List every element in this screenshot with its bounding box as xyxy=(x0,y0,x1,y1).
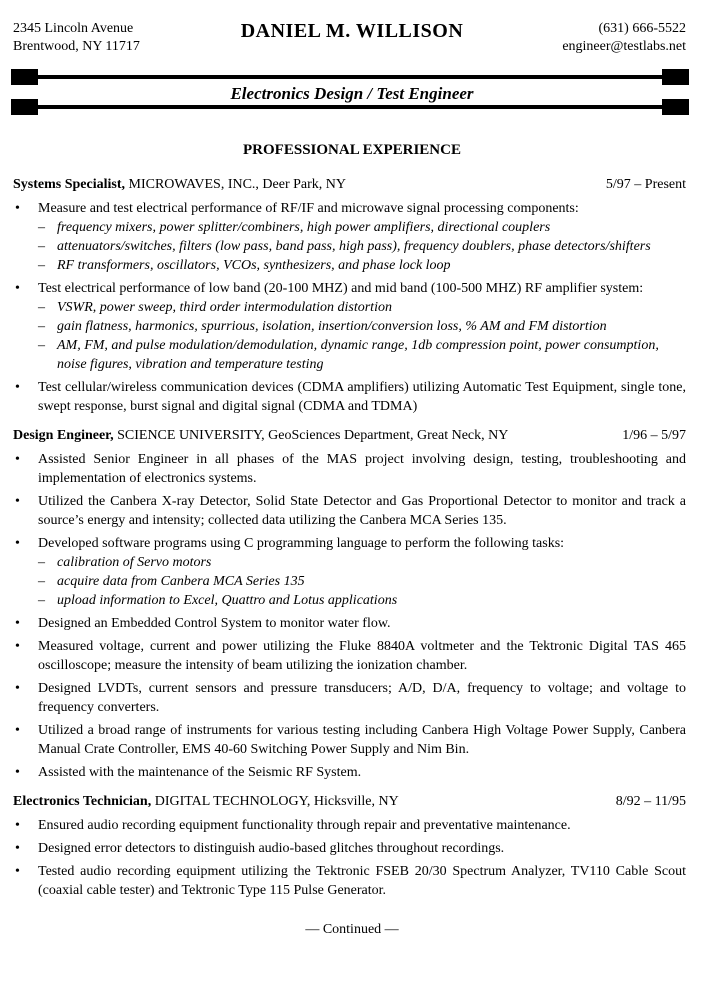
job-position-line xyxy=(13,175,346,194)
job-bullet-text: Designed error detectors to distinguish audio-based glitches throughout recordings. xyxy=(38,841,505,856)
experience-list xyxy=(13,175,686,904)
job-bullet-text: Developed software programs using C programming language to perform the following tasks: xyxy=(38,536,565,551)
continued-footer: — Continued — xyxy=(305,922,399,937)
job-dates: 1/96 – 5/97 xyxy=(622,428,686,443)
job-employer: SCIENCE UNIVERSITY, GeoSciences Department, Great Neck, NY xyxy=(113,428,509,443)
job-entry xyxy=(13,426,686,782)
email-address: engineer@testlabs.net xyxy=(562,39,686,54)
sub-bullet: – attenuators/switches, filters (low pass, band pass, high pass), frequency doublers, phase detectors/shifters xyxy=(38,237,686,256)
job-bullet xyxy=(13,492,686,530)
job-bullet xyxy=(13,637,686,675)
job-bullet-text: Measure and test electrical performance of RF/IF and microwave signal processing components: xyxy=(38,201,579,216)
sub-bullet: – calibration of Servo motors xyxy=(38,553,686,572)
job-bullet xyxy=(13,534,686,610)
job-bullet xyxy=(13,199,686,275)
job-bullet-text: Utilized a broad range of instruments for various testing including Canbera High Voltage Power Supply, Canbera Manual Crate Controller, EMS 40-60 Switching Power Supply and Nim Bin. xyxy=(38,723,686,757)
job-bullet xyxy=(13,614,686,633)
job-bullet-text: Test cellular/wireless communication devices (CDMA amplifiers) utilizing Automatic Test Equipment, single tone, swept response, burst signal and digital signal (CDMA and TDMA) xyxy=(38,380,686,414)
job-header xyxy=(13,175,686,194)
job-bullet-list xyxy=(13,450,686,782)
sub-bullet: – frequency mixers, power splitter/combiners, high power amplifiers, directional couplers xyxy=(38,218,686,237)
sub-bullet: – gain flatness, harmonics, spurrious, isolation, insertion/conversion loss, % AM and FM distortion xyxy=(38,317,686,336)
job-dates: 8/92 – 11/95 xyxy=(615,794,686,809)
rule-end-block-top-left xyxy=(11,69,38,85)
job-bullet xyxy=(13,839,686,858)
job-bullet-text: Designed an Embedded Control System to monitor water flow. xyxy=(38,616,391,631)
rule-end-block-top-right xyxy=(662,69,689,85)
rule-end-block-bottom-right xyxy=(662,99,689,115)
job-bullet-text: Assisted with the maintenance of the Seismic RF System. xyxy=(38,765,362,780)
address-line-2: Brentwood, NY 11717 xyxy=(13,39,140,54)
header-rule-top xyxy=(38,75,662,79)
job-entry xyxy=(13,792,686,900)
job-employer: MICROWAVES, INC., Deer Park, NY xyxy=(125,177,347,192)
job-bullet xyxy=(13,679,686,717)
job-bullet xyxy=(13,378,686,416)
header-rule-bottom xyxy=(38,105,662,109)
job-header xyxy=(13,792,686,811)
job-bullet-list xyxy=(13,816,686,900)
job-bullet xyxy=(13,279,686,374)
job-bullet-text: Assisted Senior Engineer in all phases of the MAS project involving design, testing, troubleshooting and implementation of electronics systems. xyxy=(38,452,686,486)
job-position: Systems Specialist, xyxy=(13,177,125,192)
job-bullet xyxy=(13,816,686,835)
job-bullet xyxy=(13,862,686,900)
sub-bullet: – RF transformers, oscillators, VCOs, synthesizers, and phase lock loop xyxy=(38,256,686,275)
job-position: Design Engineer, xyxy=(13,428,114,443)
job-bullet-text: Utilized the Canbera X-ray Detector, Solid State Detector and Gas Proportional Detector to monitor and track a source’s energy and intensity; collected data utilizing the Canbera MCA Series 135. xyxy=(38,494,686,528)
job-bullet-list xyxy=(13,199,686,416)
job-entry xyxy=(13,175,686,416)
job-bullet-text: Test electrical performance of low band (20-100 MHZ) and mid band (100-500 MHZ) RF amplifier system: xyxy=(38,281,644,296)
section-heading: PROFESSIONAL EXPERIENCE xyxy=(243,142,461,158)
sub-bullet: – upload information to Excel, Quattro and Lotus applications xyxy=(38,591,686,610)
rule-end-block-bottom-left xyxy=(11,99,38,115)
job-bullet xyxy=(13,450,686,488)
sub-bullet: – AM, FM, and pulse modulation/demodulation, dynamic range, 1db compression point, power consumption, noise figures, vibration and temperature testing xyxy=(38,336,686,374)
candidate-name: DANIEL M. WILLISON xyxy=(240,20,464,42)
job-bullet xyxy=(13,763,686,782)
sub-bullet: – acquire data from Canbera MCA Series 135 xyxy=(38,572,686,591)
address-line-1: 2345 Lincoln Avenue xyxy=(13,21,134,36)
sub-bullet-list xyxy=(38,298,686,374)
phone-number: (631) 666-5522 xyxy=(598,21,686,36)
job-position-line xyxy=(13,426,508,445)
contact-block xyxy=(562,20,686,56)
sub-bullet: – VSWR, power sweep, third order intermodulation distortion xyxy=(38,298,686,317)
job-position: Electronics Technician, xyxy=(13,794,152,809)
job-bullet xyxy=(13,721,686,759)
job-employer: DIGITAL TECHNOLOGY, Hicksville, NY xyxy=(151,794,399,809)
job-bullet-text: Designed LVDTs, current sensors and pressure transducers; A/D, D/A, frequency to voltage; and voltage to frequency converters. xyxy=(38,681,686,715)
job-title: Electronics Design / Test Engineer xyxy=(230,84,474,103)
sub-bullet-list xyxy=(38,218,686,275)
job-bullet-text: Tested audio recording equipment utilizing the Tektronic FSEB 20/30 Spectrum Analyzer, TV110 Cable Scout (coaxial cable tester) and Tektronic Type 115 Pulse Generator. xyxy=(38,864,686,898)
job-dates: 5/97 – Present xyxy=(605,177,686,192)
job-position-line xyxy=(13,792,399,811)
job-header xyxy=(13,426,686,445)
job-bullet-text: Measured voltage, current and power utilizing the Fluke 8840A voltmeter and the Tektronic Digital TAS 465 oscilloscope; measure the intensity of beam utilizing the ionization chamber. xyxy=(38,639,686,673)
job-bullet-text: Ensured audio recording equipment functionality through repair and preventative maintenance. xyxy=(38,818,571,833)
sub-bullet-list xyxy=(38,553,686,610)
